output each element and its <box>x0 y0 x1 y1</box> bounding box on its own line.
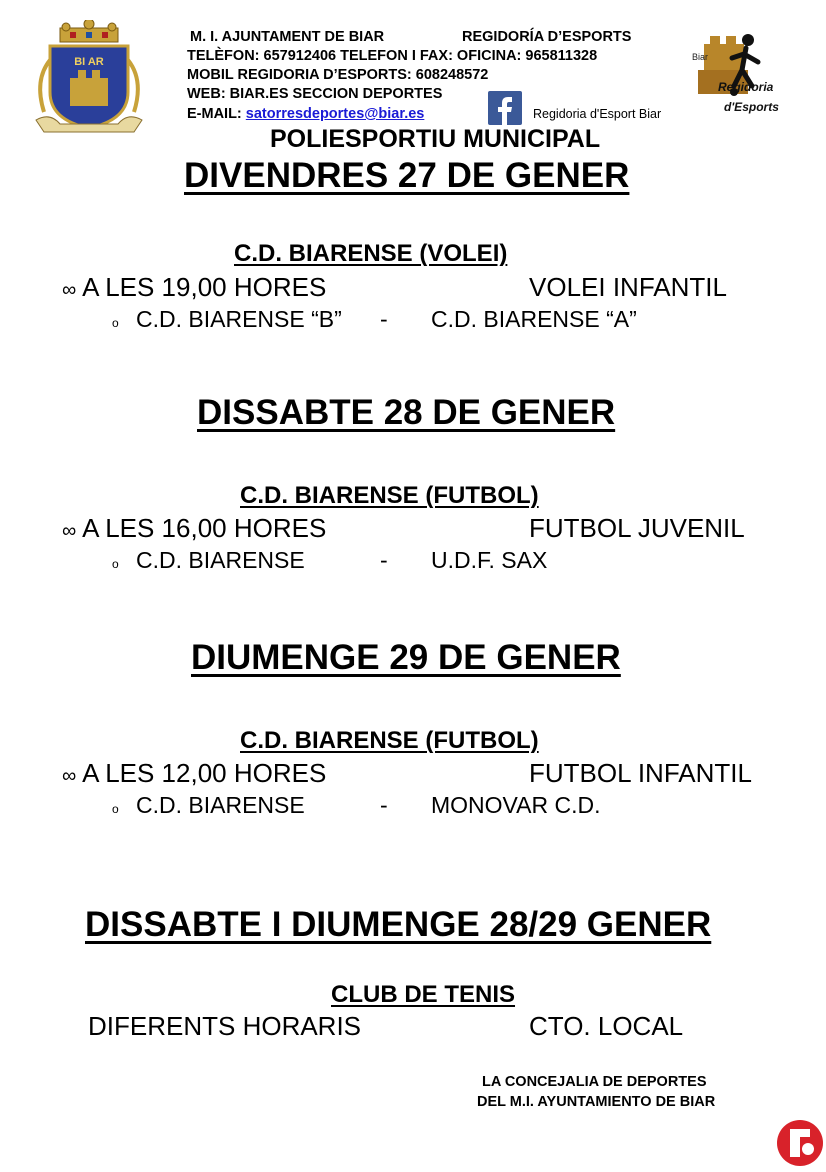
event-category-3: FUTBOL INFANTIL <box>529 758 752 788</box>
header-web: WEB: BIAR.ES SECCION DEPORTES <box>187 86 443 102</box>
event-match-row-3 <box>112 792 712 819</box>
infinity-bullet-icon: ∞ <box>62 279 77 301</box>
infinity-bullet-icon: ∞ <box>62 520 77 542</box>
header-regidoria: REGIDORÍA D’ESPORTS <box>462 29 632 45</box>
circle-bullet-icon: o <box>112 802 119 816</box>
event-match-row-2 <box>112 547 712 574</box>
logo-biar-text: Biar <box>692 52 709 62</box>
event-club-3: C.D. BIARENSE (FUTBOL) <box>240 727 539 754</box>
municipal-crest-logo <box>30 20 148 136</box>
header-mobile: MOBIL REGIDORIA D’ESPORTS: 608248572 <box>187 67 489 83</box>
event-away-2: U.D.F. SAX <box>431 547 548 573</box>
email-label: E-MAIL: <box>187 106 242 122</box>
event-home-3: C.D. BIARENSE <box>136 792 305 818</box>
event-club-4: CLUB DE TENIS <box>331 981 516 1008</box>
event-category-4: CTO. LOCAL <box>529 1011 684 1041</box>
logo-esports-text: d'Esports <box>724 100 779 114</box>
facebook-icon[interactable] <box>488 91 522 125</box>
event-category-2: FUTBOL JUVENIL <box>529 513 745 543</box>
email-link[interactable]: satorresdeportes@biar.es <box>245 106 425 122</box>
event-sep-1: - <box>380 306 388 332</box>
header-org: M. I. AJUNTAMENT DE BIAR <box>190 29 385 45</box>
regidoria-esports-logo <box>690 30 782 126</box>
event-away-1: C.D. BIARENSE “A” <box>431 306 637 332</box>
venue-title: POLIESPORTIU MUNICIPAL <box>270 125 601 153</box>
header-email-row <box>187 105 424 124</box>
crest-lettering: BI AR <box>74 56 104 68</box>
event-time-3: A LES 12,00 HORES <box>82 758 327 788</box>
event-club-2: C.D. BIARENSE (FUTBOL) <box>240 482 539 509</box>
header-phones: TELÈFON: 657912406 TELEFON I FAX: OFICINA: 965811328 <box>187 48 598 64</box>
event-club-1: C.D. BIARENSE (VOLEI) <box>234 240 508 267</box>
event-home-2: C.D. BIARENSE <box>136 547 305 573</box>
event-day-1: DIVENDRES 27 DE GENER <box>184 156 630 195</box>
infinity-bullet-icon: ∞ <box>62 765 77 787</box>
circle-bullet-icon: o <box>112 316 119 330</box>
footer-line-2: DEL M.I. AYUNTAMIENTO DE BIAR <box>477 1094 716 1110</box>
logo-regidoria-text: Regidoria <box>718 80 774 94</box>
event-time-4: DIFERENTS HORARIS <box>88 1011 362 1041</box>
circle-bullet-icon: o <box>112 557 119 571</box>
event-time-row-1 <box>62 272 326 303</box>
event-day-3: DIUMENGE 29 DE GENER <box>191 638 621 677</box>
footer-line-1: LA CONCEJALIA DE DEPORTES <box>482 1074 707 1090</box>
event-time-2: A LES 16,00 HORES <box>82 513 327 543</box>
corner-brand-logo <box>776 1119 824 1167</box>
event-home-1: C.D. BIARENSE “B” <box>136 306 342 332</box>
event-category-1: VOLEI INFANTIL <box>529 272 727 302</box>
event-sep-3: - <box>380 792 388 818</box>
event-sep-2: - <box>380 547 388 573</box>
event-time-1: A LES 19,00 HORES <box>82 272 327 302</box>
event-time-row-2 <box>62 513 326 544</box>
event-day-4: DISSABTE I DIUMENGE 28/29 GENER <box>85 905 712 944</box>
event-time-row-3 <box>62 758 326 789</box>
event-match-row-1 <box>112 306 712 333</box>
event-day-2: DISSABTE 28 DE GENER <box>197 393 616 432</box>
event-away-3: MONOVAR C.D. <box>431 792 601 818</box>
facebook-caption: Regidoria d'Esport Biar <box>533 107 662 121</box>
